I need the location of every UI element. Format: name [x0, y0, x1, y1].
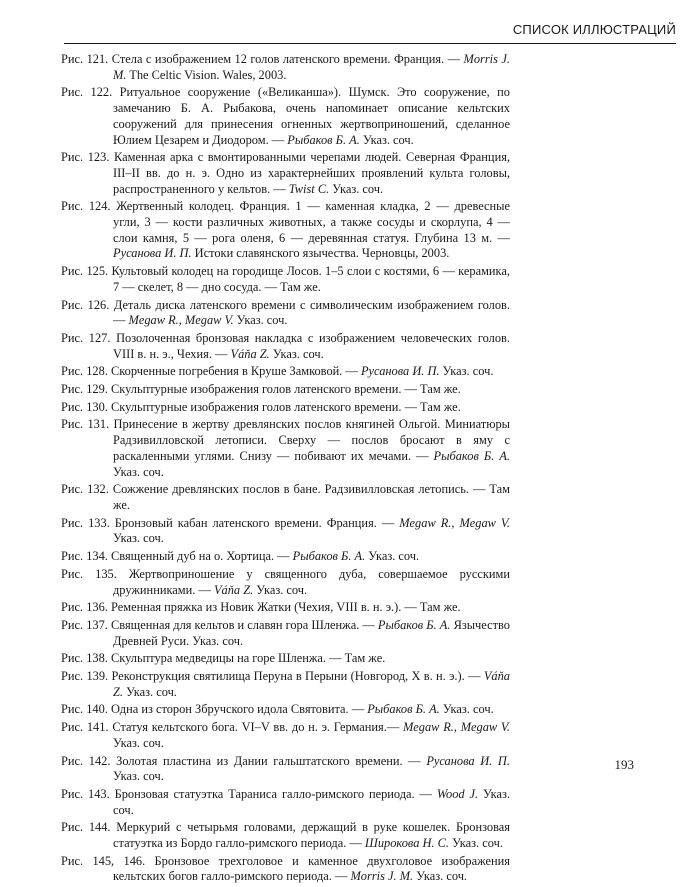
figure-source: Русанова И. П. [360, 364, 440, 379]
figure-source: Váňa Z. [230, 346, 270, 361]
figure-label: Рис. 140. [61, 702, 108, 717]
list-item [61, 298, 510, 329]
figure-source-tail: Указ. соч. [113, 769, 164, 784]
figure-source-tail: Указ. соч. [329, 181, 384, 196]
figure-caption: Одна из сторон Збручского идола Святовита. — [111, 702, 368, 717]
figure-label: Рис. 144. [61, 820, 111, 835]
figure-caption: Деталь диска латенского времени с символическим изображением голов. — [113, 297, 511, 328]
figure-caption: Сожжение древлянских послов в бане. Радзивилловская летопись. — Там же. [112, 482, 511, 512]
figure-caption: Ременная пряжка из Новик Жатки (Чехия, VIII в. н. э.). — Там же. [111, 600, 461, 615]
figure-label: Рис. 127. [61, 330, 111, 345]
figure-source-tail: Указ. соч. [113, 735, 164, 750]
list-item [61, 787, 510, 818]
list-item [61, 199, 510, 262]
figure-label: Рис. 122. [61, 85, 113, 100]
page-number: 193 [614, 757, 634, 772]
list-item [61, 364, 510, 380]
figure-source-tail: Указ. соч. [439, 702, 494, 717]
figure-source: Рыбаков Б. А. [433, 448, 510, 463]
figure-source-tail: Указ. соч. [113, 531, 164, 546]
list-item [61, 417, 510, 480]
figure-source: Megaw R., Megaw V. [399, 515, 510, 530]
figure-caption: Каменная арка с вмонтированными черепами людей. Северная Франция, III–II вв. до н. э. Одно из характернейших проявлений культа головы, распространенного у кельтов. — [113, 150, 510, 196]
list-item [61, 702, 510, 718]
figure-source-tail: Указ. соч. [365, 549, 420, 564]
figure-label: Рис. 125. [61, 264, 109, 279]
list-item [61, 669, 510, 700]
figure-caption: Бронзовый кабан латенского времени. Франция. — [114, 515, 400, 530]
figure-label: Рис. 126. [61, 297, 110, 312]
figure-source: Váňa Z. [113, 669, 510, 699]
list-item [61, 382, 510, 398]
figure-caption: Золотая пластина из Дании гальштатского времени. — [116, 753, 427, 768]
figure-source: Русанова И. П. [426, 753, 510, 768]
figure-label: Рис. 132. [61, 482, 109, 497]
figure-label: Рис. 138. [61, 651, 108, 666]
list-item [61, 720, 510, 751]
figure-source: Широкова Н. С. [364, 836, 450, 851]
figure-label: Рис. 136. [61, 600, 108, 615]
figure-label: Рис. 131. [61, 417, 110, 432]
figure-source-tail: Язычество Древней Руси. Указ. соч. [113, 617, 510, 648]
list-item [61, 754, 510, 785]
figure-label: Рис. 129. [61, 382, 108, 397]
list-item [61, 482, 510, 513]
figure-source-tail: Указ. соч. [113, 464, 164, 479]
figure-caption: Священный дуб на о. Хортица. — [111, 549, 293, 564]
list-item [61, 600, 510, 616]
figure-source: Рыбаков Б. А. [292, 549, 366, 564]
list-item [61, 820, 510, 851]
list-item [61, 85, 510, 148]
list-item [61, 331, 510, 362]
figure-caption: Меркурий с четырьмя головами, держащий в руке кошелек. Бронзовая статуэтка из Бордо галло-римского периода. — [113, 820, 510, 851]
figure-caption: Позолоченная бронзовая накладка с изображением человеческих голов. VIII в. н. э., Чехия. — [113, 330, 510, 361]
figure-label: Рис. 133. [61, 515, 110, 530]
figure-source-tail: Указ. соч. [359, 132, 414, 147]
figure-caption: Реконструкция святилища Перуна в Перыни (Новгород, X в. н. э.). — [111, 669, 484, 684]
figure-label: Рис. 137. [61, 617, 108, 632]
figure-source: Рыбаков Б. А. [287, 132, 360, 147]
figure-caption: Священная для кельтов и славян гора Шленжа. — [111, 617, 378, 632]
list-item [61, 618, 510, 649]
figure-label: Рис. 139. [61, 669, 109, 684]
figure-source-tail: Указ. соч. [413, 869, 468, 884]
figure-caption: Скульптурные изображения голов латенского времени. — Там же. [111, 382, 461, 397]
figure-source-tail: Истоки славянского язычества. Черновцы, 2003. [191, 246, 450, 261]
figure-source-tail: The Celtic Vision. Wales, 2003. [126, 67, 287, 82]
figure-source: Русанова И. П. [113, 246, 192, 261]
illustration-list [61, 52, 510, 887]
figure-caption: Скульптура медведицы на горе Шленжа. — Там же. [111, 651, 386, 666]
figure-source-tail: Указ. соч. [449, 836, 503, 851]
figure-source: Wood J. [436, 786, 479, 801]
list-item [61, 516, 510, 547]
figure-caption: Бронзовая статуэтка Тараниса галло-римского периода. — [114, 786, 437, 801]
figure-source: Megaw R., Megaw V. [128, 313, 234, 328]
figure-label: Рис. 142. [61, 753, 111, 768]
list-item [61, 150, 510, 197]
figure-caption: Стела с изображением 12 голов латенского времени. Франция. — [111, 52, 464, 66]
figure-label: Рис. 135. [61, 566, 117, 581]
figure-label: Рис. 130. [61, 399, 108, 414]
figure-label: Рис. 145, 146. [61, 853, 146, 868]
figure-caption: Принесение в жертву древлянских послов княгиней Ольгой. Миниатюры Радзивилловской летописи. Сверху — послов бросают в яму с раскаленными углями. Снизу — побивают их мечами. — [113, 417, 510, 463]
figure-caption: Жертвенный колодец. Франция. 1 — каменная кладка, 2 — древесные угли, 3 — кости различных животных, а также сосуды и скорлупа, 4 — слои камня, 5 — рога оленя, 6 — деревянная статуя. Глубина 13 м. — [113, 199, 510, 245]
figure-source-tail: Указ. соч. [253, 582, 308, 597]
figure-source: Twist C. [288, 181, 330, 196]
figure-source-tail: Указ. соч. [113, 786, 510, 817]
list-item [61, 52, 510, 83]
figure-label: Рис. 141. [61, 720, 109, 735]
figure-caption: Скорченные погребения в Круше Замковой. — [111, 364, 361, 379]
figure-label: Рис. 128. [61, 364, 108, 379]
figure-source: Morris J. M. [113, 52, 510, 82]
figure-source: Рыбаков Б. А. [367, 702, 440, 717]
figure-label: Рис. 134. [61, 549, 108, 564]
list-item [61, 549, 510, 565]
running-header: СПИСОК ИЛЛЮСТРАЦИЙ [512, 22, 676, 37]
figure-source: Morris J. M. [350, 869, 414, 884]
figure-label: Рис. 124. [61, 199, 111, 214]
figure-caption: Статуя кельтского бога. VI–V вв. до н. э. Германия.— [112, 720, 403, 735]
figure-source-tail: Указ. соч. [439, 364, 494, 379]
header-rule [64, 43, 676, 44]
figure-caption: Ритуальное сооружение («Великанша»). Шумск. Это сооружение, по замечанию Б. А. Рыбакова, очень напоминает описание кельтских сооружений для принесения огненных жертвоприношений, сделанное Юлием Цезарем и Диодором. — [113, 85, 510, 147]
list-item [61, 651, 510, 667]
figure-source-tail: Указ. соч. [233, 313, 288, 328]
figure-source: Рыбаков Б. А. [377, 617, 451, 632]
figure-source: Megaw R., Megaw V. [402, 720, 510, 735]
figure-source: Váňa Z. [213, 582, 254, 597]
figure-caption: Бронзовое трехголовое и каменное двухголовое изображения кельтских богов галло-римского периода. — [113, 853, 510, 884]
figure-caption: Культовый колодец на городище Лосов. 1–5 слои с костями, 6 — керамика, 7 — скелет, 8 — дно сосуда. — Там же. [111, 264, 510, 294]
list-item [61, 854, 510, 885]
figure-label: Рис. 143. [61, 786, 110, 801]
figure-label: Рис. 121. [61, 52, 109, 66]
figure-label: Рис. 123. [61, 150, 110, 165]
figure-source-tail: Указ. соч. [123, 684, 177, 699]
figure-source-tail: Указ. соч. [269, 346, 324, 361]
list-item [61, 400, 510, 416]
list-item [61, 264, 510, 295]
figure-caption: Скульптурные изображения голов латенского времени. — Там же. [111, 399, 461, 414]
list-item [61, 567, 510, 598]
figure-caption: Жертвоприношение у священного дуба, совершаемое русскими дружинниками. — [113, 566, 510, 597]
